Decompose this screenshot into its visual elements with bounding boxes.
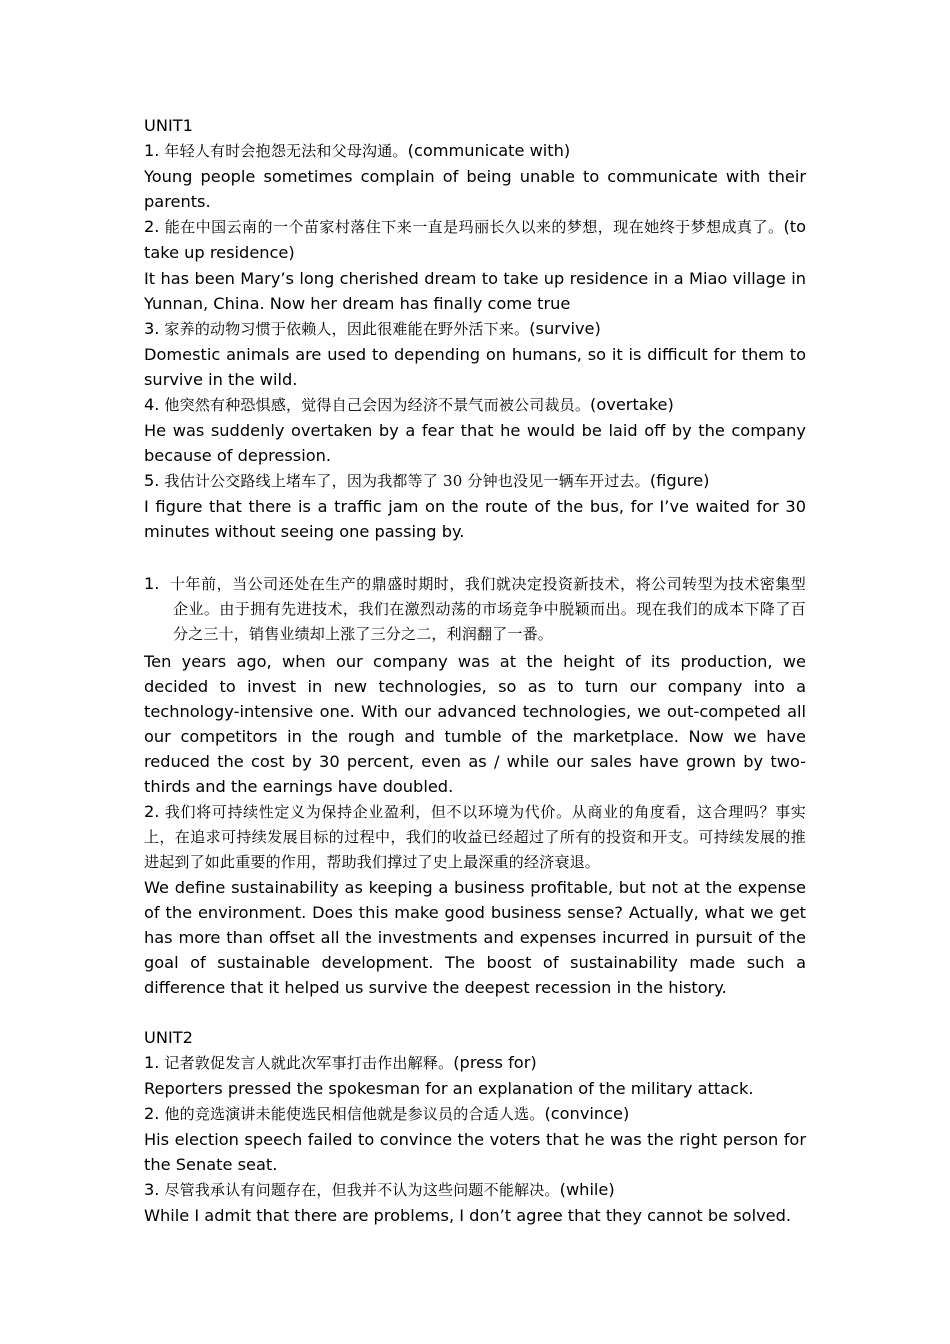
chinese-sentence	[144, 138, 806, 164]
english-translation: While I admit that there are problems, I don’t agree that they cannot be solved.	[144, 1206, 792, 1225]
english-translation: Reporters pressed the spokesman for an explanation of the military attack.	[144, 1079, 754, 1098]
chinese-sentence	[144, 468, 806, 494]
item-number: 2.	[144, 802, 160, 821]
keyword-hint: (to take up residence)	[144, 217, 807, 262]
chinese-text: 能在中国云南的一个苗家村落住下来一直是玛丽长久以来的梦想，现在她终于梦想成真了。	[164, 218, 784, 236]
keyword-hint: (overtake)	[590, 395, 674, 414]
sentence-item	[144, 392, 806, 468]
keyword-hint: (while)	[559, 1180, 615, 1199]
item-number: 4.	[144, 395, 160, 414]
item-number: 2.	[144, 217, 160, 236]
keyword-hint: (figure)	[649, 471, 710, 490]
chinese-text: 十年前，当公司还处在生产的鼎盛时期时，我们就决定投资新技术，将公司转型为技术密集型企业。由于拥有先进技术，我们在激烈动荡的市场竞争中脱颖而出。现在我们的成本下降了百分之三十，销售业绩却上涨了三分之二，利润翻了一番。	[170, 575, 806, 643]
chinese-text: 尽管我承认有问题存在，但我并不认为这些问题不能解决。	[164, 1181, 560, 1199]
english-translation: It has been Mary’s long cherished dream to take up residence in a Miao village in Yunnan, China. Now her dream has finally come true	[144, 269, 806, 313]
chinese-sentence	[144, 1177, 806, 1203]
english-translation: Ten years ago, when our company was at the height of its production, we decided to invest in new technologies, so as to turn our company into a technology-intensive one. With our advanced technologies, we out-competed all our competitors in the rough and tumble of the marketplace. Now we have reduced the cost by 30 percent, even as / while our sales have grown by two-thirds and the earnings have doubled.	[144, 652, 806, 796]
paragraph-item	[144, 799, 806, 1000]
english-translation: Domestic animals are used to depending on humans, so it is difficult for them to survive in the wild.	[144, 345, 806, 389]
item-number: 1.	[144, 141, 160, 160]
keyword-hint: (survive)	[529, 319, 601, 338]
chinese-text: 家养的动物习惯于依赖人，因此很难能在野外活下来。	[164, 320, 530, 338]
chinese-sentence	[144, 214, 806, 266]
unit-title: UNIT1	[144, 116, 193, 135]
chinese-text: 年轻人有时会抱怨无法和父母沟通。	[164, 142, 408, 160]
english-translation: His election speech failed to convince the voters that he was the right person for the Senate seat.	[144, 1130, 806, 1174]
chinese-paragraph	[144, 799, 806, 875]
sentence-item	[144, 1050, 806, 1101]
item-number: 1.	[144, 1053, 160, 1072]
chinese-sentence	[144, 1101, 806, 1127]
spacer	[144, 1000, 806, 1025]
item-number: 2.	[144, 1104, 160, 1123]
chinese-paragraph	[144, 569, 806, 649]
english-translation: I figure that there is a traffic jam on the route of the bus, for I’ve waited for 30 minutes without seeing one passing by.	[144, 497, 806, 541]
sentence-item	[144, 214, 806, 316]
keyword-hint: (communicate with)	[407, 141, 571, 160]
item-number: 5.	[144, 471, 160, 490]
chinese-text: 我们将可持续性定义为保持企业盈利，但不以环境为代价。从商业的角度看，这合理吗？事实上，在追求可持续发展目标的过程中，我们的收益已经超过了所有的投资和开支。可持续发展的推进起到了如此重要的作用，帮助我们撑过了史上最深重的经济衰退。	[144, 803, 806, 871]
spacer	[144, 544, 806, 569]
english-translation: We define sustainability as keeping a business profitable, but not at the expense of the environment. Does this make good business sense? Actually, what we get has more than offset all the investments and expenses incurred in pursuit of the goal of sustainable development. The boost of sustainability made such a difference that it helped us survive the deepest recession in the history.	[144, 878, 806, 997]
sentence-item	[144, 316, 806, 392]
chinese-sentence	[144, 1050, 806, 1076]
sentence-item	[144, 1177, 806, 1228]
keyword-hint: (press for)	[453, 1053, 537, 1072]
chinese-sentence	[144, 392, 806, 418]
sentence-item	[144, 1101, 806, 1177]
sentence-item	[144, 468, 806, 544]
paragraph-item	[144, 569, 806, 799]
document-page	[144, 113, 806, 1228]
chinese-sentence	[144, 316, 806, 342]
chinese-text: 记者敦促发言人就此次军事打击作出解释。	[164, 1054, 454, 1072]
keyword-hint: (convince)	[544, 1104, 630, 1123]
item-number: 3.	[144, 1180, 160, 1199]
sentence-item	[144, 138, 806, 214]
chinese-text: 他的竞选演讲未能使选民相信他就是参议员的合适人选。	[164, 1105, 545, 1123]
english-translation: Young people sometimes complain of being unable to communicate with their parents.	[144, 167, 806, 211]
item-number: 3.	[144, 319, 160, 338]
item-number: 1.	[144, 574, 160, 593]
chinese-text: 他突然有种恐惧感，觉得自己会因为经济不景气而被公司裁员。	[164, 396, 591, 414]
english-translation: He was suddenly overtaken by a fear that he would be laid off by the company because of depression.	[144, 421, 806, 465]
unit-title: UNIT2	[144, 1028, 193, 1047]
chinese-text: 我估计公交路线上堵车了，因为我都等了 30 分钟也没见一辆车开过去。	[164, 472, 650, 490]
